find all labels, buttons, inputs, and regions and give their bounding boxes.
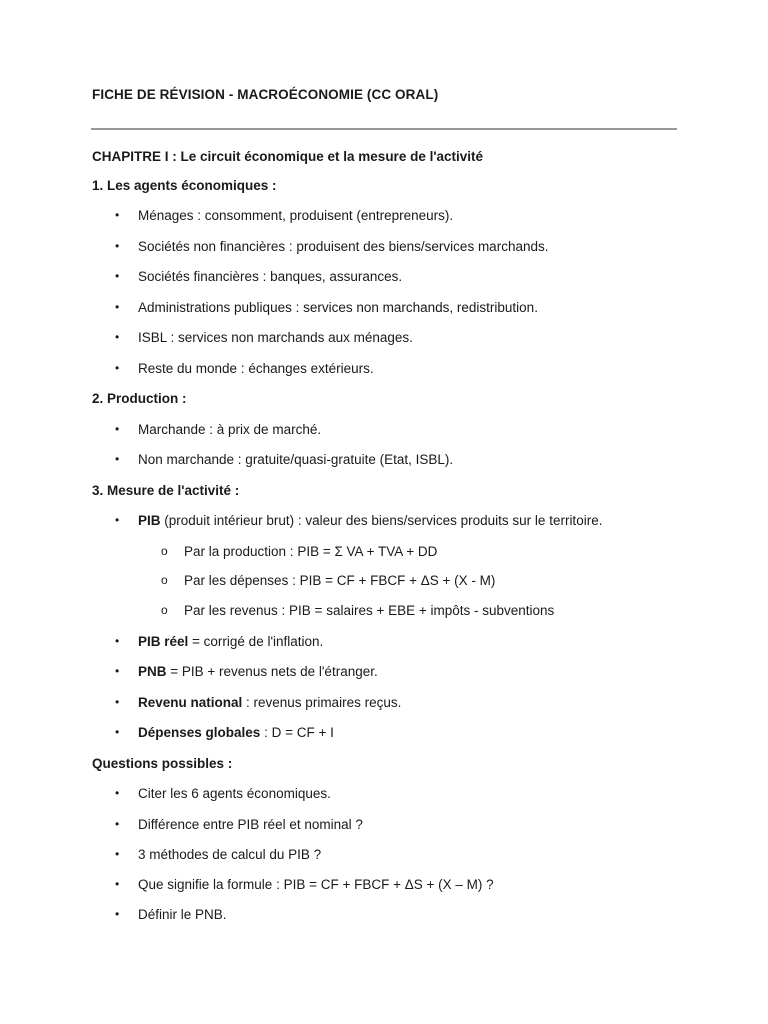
sub-list-item: o Par la production : PIB = Σ VA + TVA + DD [184, 544, 437, 559]
sub-list-item: o Par les dépenses : PIB = CF + FBCF + ΔS + (X - M) [184, 573, 495, 588]
list-item-revenu-national [138, 695, 401, 710]
section-heading-questions: Questions possibles : [92, 756, 233, 771]
list-item: • 3 méthodes de calcul du PIB ? [138, 847, 321, 862]
list-item: • Ménages : consomment, produisent (entrepreneurs). [138, 208, 453, 223]
term-bold: Dépenses globales [138, 725, 261, 740]
section-heading-production: 2. Production : [92, 391, 187, 406]
list-item: • Sociétés financières : banques, assurances. [138, 269, 402, 284]
term-definition: = PIB + revenus nets de l'étranger. [166, 664, 378, 679]
document-title: FICHE DE RÉVISION - MACROÉCONOMIE (CC ORAL) [92, 87, 439, 102]
list-item-pib [138, 513, 602, 528]
list-item: • Que signifie la formule : PIB = CF + FBCF + ΔS + (X – M) ? [138, 877, 494, 892]
list-item: • Non marchande : gratuite/quasi-gratuite (Etat, ISBL). [138, 452, 453, 467]
sub-list-item: o Par les revenus : PIB = salaires + EBE + impôts - subventions [184, 603, 554, 618]
term-definition: : D = CF + I [260, 725, 334, 740]
list-item-pnb [138, 664, 378, 679]
list-item: • Citer les 6 agents économiques. [138, 786, 331, 801]
term-bold: PIB [138, 513, 161, 528]
list-item: • ISBL : services non marchands aux ménages. [138, 330, 413, 345]
term-definition: = corrigé de l'inflation. [188, 634, 324, 649]
horizontal-divider [91, 128, 677, 130]
list-item-depenses-globales [138, 725, 334, 740]
list-item: • Définir le PNB. [138, 907, 227, 922]
section-heading-activity: 3. Mesure de l'activité : [92, 483, 240, 498]
list-item: • Sociétés non financières : produisent des biens/services marchands. [138, 239, 548, 254]
list-item: • Marchande : à prix de marché. [138, 422, 321, 437]
term-definition: (produit intérieur brut) : valeur des biens/services produits sur le territoire. [160, 513, 603, 528]
list-item: • Administrations publiques : services non marchands, redistribution. [138, 300, 538, 315]
term-bold: PIB réel [138, 634, 189, 649]
term-bold: PNB [138, 664, 167, 679]
list-item: • Reste du monde : échanges extérieurs. [138, 361, 374, 376]
list-item: • Différence entre PIB réel et nominal ? [138, 817, 363, 832]
section-heading-agents: 1. Les agents économiques : [92, 178, 277, 193]
chapter-heading: CHAPITRE I : Le circuit économique et la mesure de l'activité [92, 149, 484, 164]
list-item-pib-reel [138, 634, 323, 649]
term-definition: : revenus primaires reçus. [242, 695, 402, 710]
term-bold: Revenu national [138, 695, 243, 710]
